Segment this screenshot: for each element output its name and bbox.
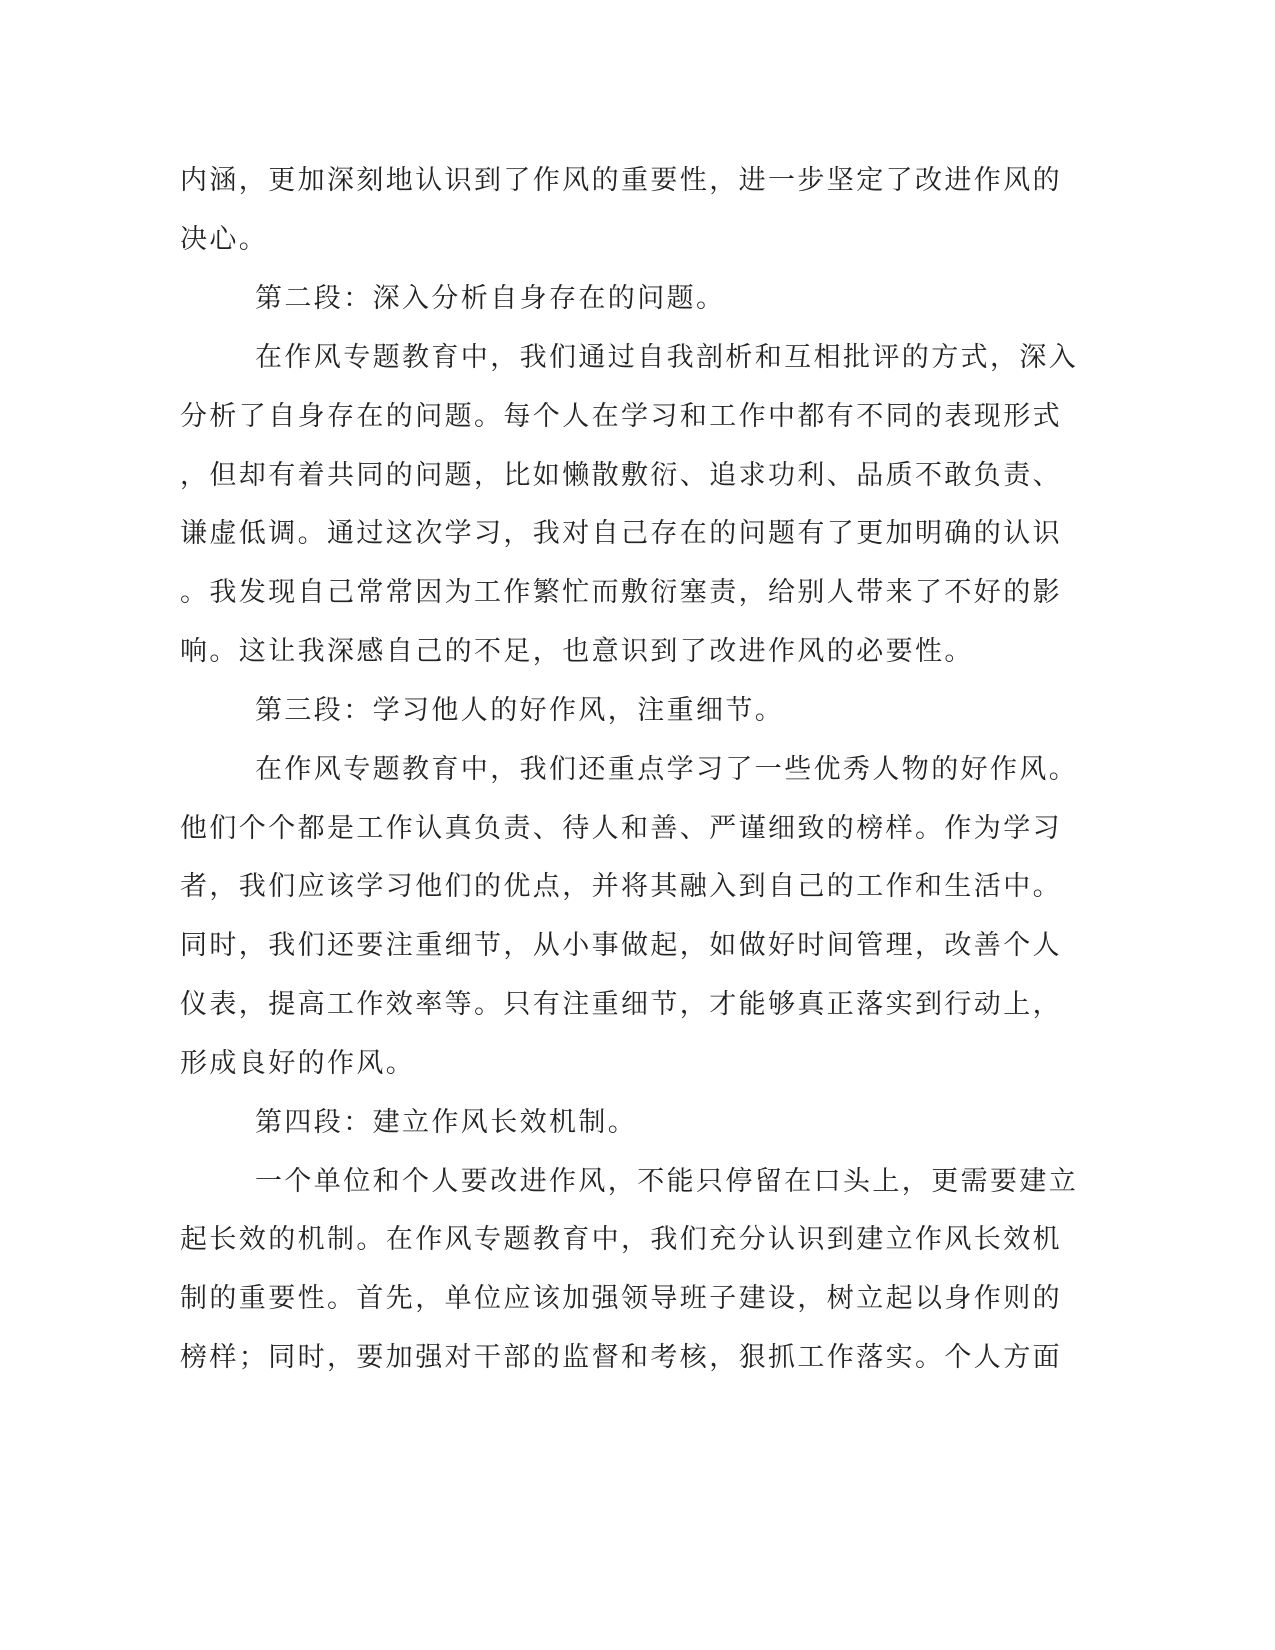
section-heading: 第三段：学习他人的好作风，注重细节。 [255, 695, 785, 726]
text-line: 在作风专题教育中，我们还重点学习了一些优秀人物的好作风。 [255, 754, 1079, 785]
text-line: 内涵，更加深刻地认识到了作风的重要性，进一步坚定了改进作风的 [180, 165, 1062, 196]
text-line: 同时，我们还要注重细节，从小事做起，如做好时间管理，改善个人 [180, 930, 1062, 961]
text-line: 仪表，提高工作效率等。只有注重细节，才能够真正落实到行动上， [180, 989, 1062, 1020]
text-line: 决心。 [180, 224, 269, 255]
text-line: 一个单位和个人要改进作风，不能只停留在口头上，更需要建立 [255, 1166, 1079, 1197]
section-heading: 第二段：深入分析自身存在的问题。 [255, 283, 726, 314]
text-line: 响。这让我深感自己的不足，也意识到了改进作风的必要性。 [180, 636, 974, 667]
text-line: 在作风专题教育中，我们通过自我剖析和互相批评的方式，深入 [255, 342, 1079, 373]
text-line: 分析了自身存在的问题。每个人在学习和工作中都有不同的表现形式 [180, 401, 1062, 432]
text-line: 起长效的机制。在作风专题教育中，我们充分认识到建立作风长效机 [180, 1224, 1062, 1255]
text-line: 形成良好的作风。 [180, 1048, 416, 1079]
text-line: 者，我们应该学习他们的优点，并将其融入到自己的工作和生活中。 [180, 871, 1062, 902]
text-line: 。我发现自己常常因为工作繁忙而敷衍塞责，给别人带来了不好的影 [180, 577, 1062, 608]
section-heading: 第四段：建立作风长效机制。 [255, 1107, 638, 1138]
text-line: 他们个个都是工作认真负责、待人和善、严谨细致的榜样。作为学习 [180, 813, 1062, 844]
text-line: 谦虚低调。通过这次学习，我对自己存在的问题有了更加明确的认识 [180, 518, 1062, 549]
text-line: ，但却有着共同的问题，比如懒散敷衍、追求功利、品质不敢负责、 [180, 460, 1062, 491]
text-line: 榜样；同时，要加强对干部的监督和考核，狠抓工作落实。个人方面 [180, 1342, 1062, 1373]
text-line: 制的重要性。首先，单位应该加强领导班子建设，树立起以身作则的 [180, 1283, 1062, 1314]
